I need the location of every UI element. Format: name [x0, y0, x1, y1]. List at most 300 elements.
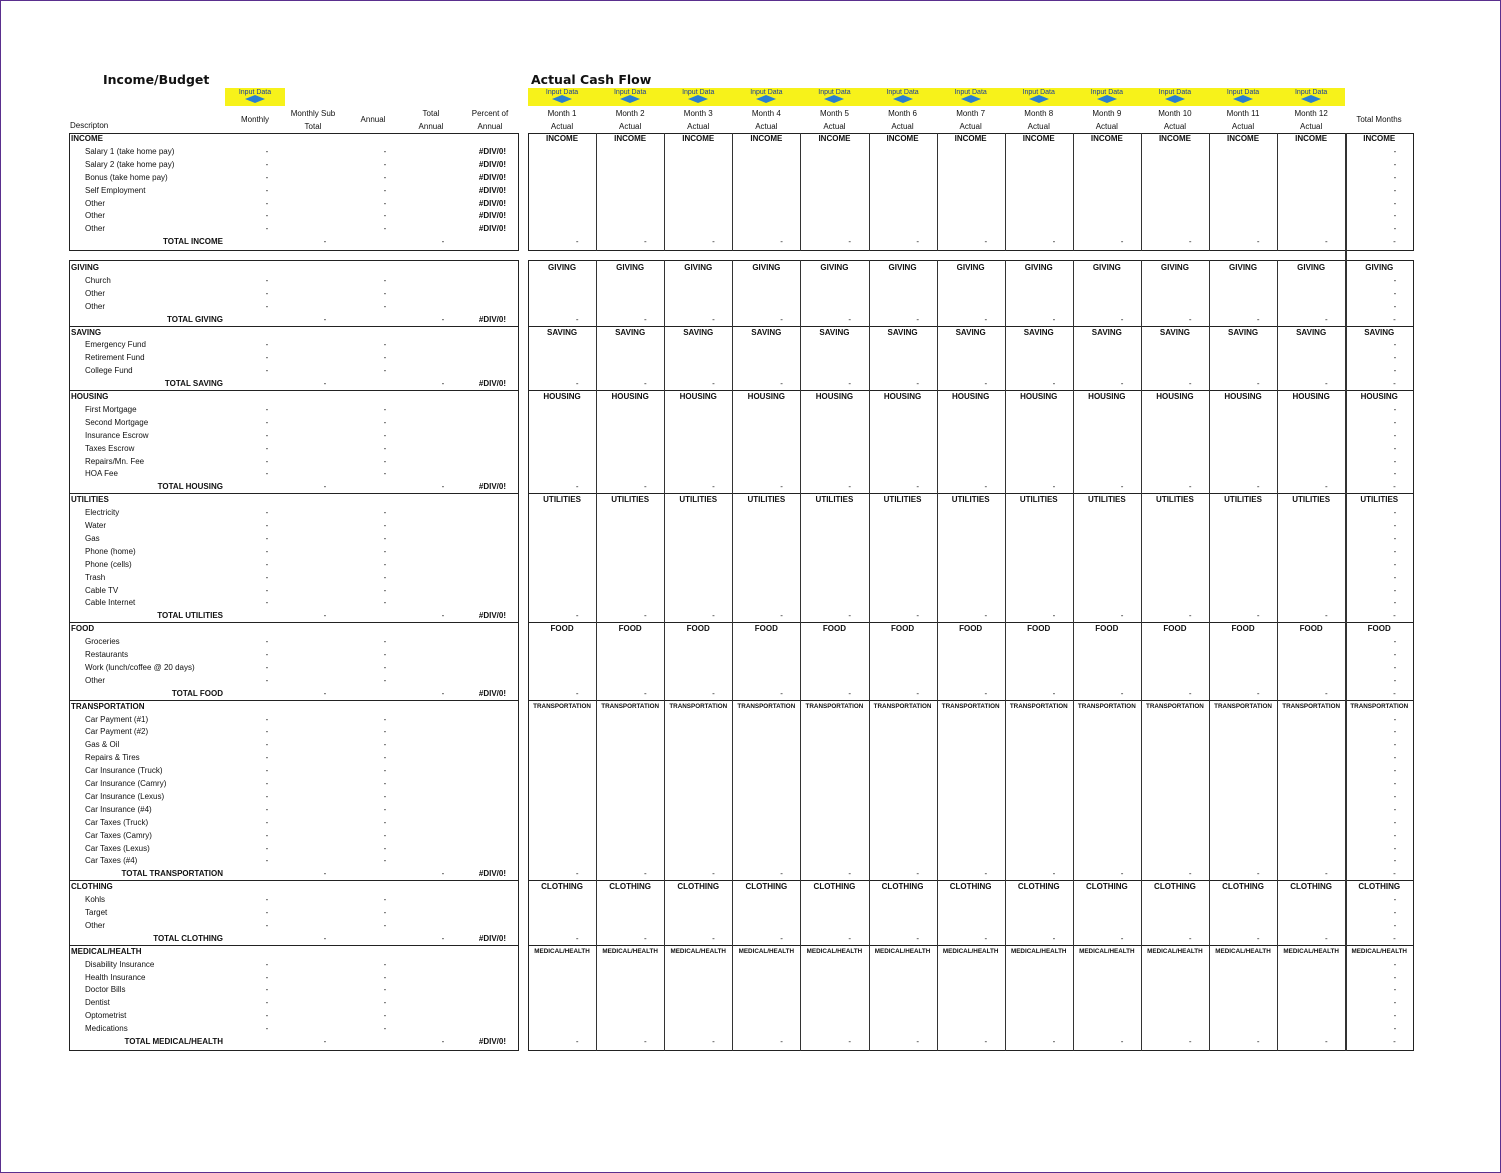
month-total-value[interactable]: - [916, 482, 920, 492]
input-data-badge [1277, 89, 1345, 105]
monthly-value[interactable]: - [265, 817, 269, 827]
month-total-value[interactable]: - [1256, 869, 1260, 879]
line-item: Other [85, 675, 106, 685]
section-title: GIVING [71, 263, 100, 272]
total-months-value: - [1393, 650, 1397, 659]
percent-value: #DIV/0! [478, 159, 506, 169]
month-section-title: INCOME [682, 134, 715, 143]
month-header [596, 108, 664, 133]
annual-value: - [383, 727, 387, 737]
total-annual-value: - [441, 1037, 445, 1046]
month-total-value[interactable]: - [644, 688, 647, 698]
month-section-title: FOOD [1163, 624, 1187, 634]
total-months-value: - [1393, 985, 1397, 995]
line-item: Restaurants [85, 650, 129, 659]
month-section-title: HOUSING [747, 392, 786, 401]
monthly-value[interactable]: - [265, 508, 269, 518]
month-total-value[interactable]: - [1120, 1037, 1124, 1046]
monthly-value[interactable]: - [265, 753, 269, 763]
monthly-value[interactable]: - [265, 443, 269, 453]
month-total-value[interactable]: - [1188, 237, 1192, 247]
month-section-title: CLOTHING [677, 882, 720, 892]
input-data-label: Input Data [1158, 89, 1192, 96]
monthly-value[interactable]: - [265, 469, 269, 479]
monthly-value[interactable]: - [265, 675, 269, 685]
column-line [1005, 260, 1006, 1051]
percent-value: #DIV/0! [478, 224, 506, 234]
month-total-value[interactable]: - [1325, 314, 1328, 324]
monthly-value[interactable]: - [265, 1011, 269, 1021]
line-item: Other [85, 288, 106, 298]
monthly-value[interactable]: - [265, 985, 269, 995]
monthly-value[interactable]: - [265, 662, 269, 672]
line-item: Car Taxes (Lexus) [85, 843, 150, 853]
month-total-value[interactable]: - [575, 379, 579, 389]
month-section-title: TRANSPORTATION [669, 702, 728, 710]
monthly-value[interactable]: - [265, 224, 269, 234]
percent-total-value: #DIV/0! [478, 379, 506, 389]
month-section-title: TRANSPORTATION [1282, 702, 1341, 710]
monthly-value[interactable]: - [265, 198, 269, 208]
month-header-line: Actual [1163, 121, 1187, 131]
monthly-value[interactable]: - [265, 998, 269, 1008]
input-data-badge [732, 89, 800, 105]
monthly-sub-total-value: - [323, 314, 327, 324]
total-annual-value: - [441, 482, 445, 492]
month-total-value[interactable]: - [575, 688, 579, 698]
month-total-value[interactable]: - [712, 933, 715, 943]
annual-value: - [383, 430, 387, 440]
monthly-value[interactable]: - [265, 895, 269, 905]
total-months-value: - [1393, 443, 1397, 453]
annual-value: - [383, 224, 387, 234]
month-section-title: TRANSPORTATION [1009, 702, 1068, 710]
month-header-line: Month 10 [1158, 109, 1192, 118]
month-total-value[interactable]: - [1325, 1037, 1328, 1046]
line-item: College Fund [85, 366, 133, 376]
monthly-value[interactable]: - [265, 972, 269, 982]
month-total-value[interactable]: - [1325, 869, 1328, 879]
monthly-value[interactable]: - [265, 366, 269, 376]
total-months-value: - [1393, 779, 1397, 788]
month-total-value[interactable]: - [1052, 379, 1056, 389]
month-total-value[interactable]: - [780, 314, 783, 324]
month-total-value[interactable]: - [575, 869, 579, 879]
month-section-title: TRANSPORTATION [533, 702, 591, 710]
total-months-value: - [1393, 662, 1397, 672]
month-total-value[interactable]: - [644, 482, 647, 492]
month-header-line: Actual [550, 121, 574, 131]
header-percent-of-annual: Percent of Annual [471, 109, 509, 131]
month-section-title: INCOME [1090, 134, 1123, 143]
right-title: Actual Cash Flow [531, 72, 652, 87]
monthly-value[interactable]: - [265, 830, 269, 840]
month-total-value[interactable]: - [780, 869, 783, 879]
month-section-title: INCOME [614, 134, 647, 143]
total-months-value: - [1393, 533, 1397, 543]
month-total-value[interactable]: - [984, 611, 988, 621]
line-item: Other [85, 920, 106, 930]
monthly-value[interactable]: - [265, 637, 269, 647]
total-months-value: - [1393, 185, 1397, 195]
month-total-value[interactable]: - [1120, 611, 1124, 621]
month-total-value[interactable]: - [848, 379, 851, 389]
month-section-title: CLOTHING [1154, 882, 1196, 892]
month-total-value[interactable]: - [916, 611, 920, 621]
section-total-label: TOTAL TRANSPORTATION [121, 869, 223, 879]
column-line [1209, 133, 1210, 251]
input-data-label: Input Data [238, 89, 272, 96]
annual-value: - [383, 146, 387, 156]
month-total-value[interactable]: - [1256, 933, 1260, 943]
month-total-value[interactable]: - [916, 1037, 920, 1046]
month-total-value[interactable]: - [780, 611, 783, 621]
total-months-value: - [1393, 456, 1397, 466]
line-item: Gas [85, 533, 100, 543]
section-total-label: TOTAL SAVING [164, 379, 223, 389]
month-total-value[interactable]: - [575, 611, 579, 621]
month-total-value[interactable]: - [1256, 482, 1260, 492]
monthly-value[interactable]: - [265, 353, 269, 363]
month-total-value[interactable]: - [1052, 611, 1056, 621]
month-total-value[interactable]: - [916, 869, 920, 879]
line-item: Other [85, 198, 106, 208]
total-annual-value: - [441, 869, 445, 879]
total-annual-value: - [441, 933, 445, 943]
header-monthly: Monthly [240, 115, 269, 124]
header-total-annual: Total Annual [418, 109, 444, 131]
month-total-value[interactable]: - [780, 379, 783, 389]
month-total-value[interactable]: - [1052, 237, 1056, 247]
month-total-value[interactable]: - [1052, 688, 1056, 698]
annual-value: - [383, 353, 387, 363]
month-total-value[interactable]: - [1325, 379, 1328, 389]
month-total-value[interactable]: - [1188, 379, 1192, 389]
monthly-value[interactable]: - [265, 211, 269, 221]
month-total-value[interactable]: - [984, 314, 988, 324]
monthly-value[interactable]: - [265, 740, 269, 750]
month-total-value[interactable]: - [712, 688, 715, 698]
month-total-value[interactable]: - [1188, 869, 1192, 879]
month-total-value[interactable]: - [848, 688, 851, 698]
month-total-value[interactable]: - [984, 237, 988, 247]
month-total-value[interactable]: - [848, 482, 851, 492]
monthly-value[interactable]: - [265, 766, 269, 776]
line-item: Retirement Fund [85, 353, 145, 363]
month-total-value[interactable]: - [780, 237, 783, 247]
monthly-value[interactable]: - [265, 908, 269, 917]
annual-value: - [383, 469, 387, 479]
month-total-value[interactable]: - [712, 314, 715, 324]
line-item: Insurance Escrow [85, 430, 149, 440]
monthly-sub-total-value: - [323, 379, 327, 389]
annual-value: - [383, 675, 387, 685]
month-total-value[interactable]: - [984, 933, 988, 943]
month-total-value[interactable]: - [984, 869, 988, 879]
total-months-value: - [1393, 159, 1397, 169]
month-total-value: - [1393, 933, 1396, 943]
month-total-value[interactable]: - [575, 933, 579, 943]
monthly-value[interactable]: - [265, 959, 269, 969]
monthly-value[interactable]: - [265, 598, 269, 608]
monthly-value[interactable]: - [265, 546, 269, 556]
month-total-value[interactable]: - [1325, 611, 1328, 621]
month-total-value[interactable]: - [712, 1037, 715, 1046]
month-total-value[interactable]: - [1052, 1037, 1056, 1046]
month-total-value[interactable]: - [644, 379, 647, 389]
month-total-value[interactable]: - [712, 869, 715, 879]
month-total-value[interactable]: - [644, 869, 647, 879]
month-total-value[interactable]: - [1120, 314, 1124, 324]
month-total-value[interactable]: - [1120, 379, 1124, 389]
monthly-value[interactable]: - [265, 559, 269, 569]
section-total-label: TOTAL CLOTHING [153, 933, 223, 943]
month-section-title: FOOD [1095, 624, 1119, 634]
annual-value: - [383, 198, 387, 208]
monthly-value[interactable]: - [265, 791, 269, 801]
monthly-value[interactable]: - [265, 185, 269, 195]
total-months-value: - [1393, 753, 1397, 763]
month-total-value[interactable]: - [780, 933, 783, 943]
month-section-title: SAVING [615, 327, 646, 337]
monthly-value[interactable]: - [265, 430, 269, 440]
month-total-value[interactable]: - [1120, 237, 1124, 247]
month-total-value[interactable]: - [1256, 379, 1260, 389]
month-section-title: MEDICAL/HEALTH [1010, 947, 1067, 955]
monthly-value[interactable]: - [265, 856, 269, 866]
month-total-value[interactable]: - [644, 933, 647, 943]
monthly-value[interactable]: - [265, 779, 269, 788]
month-total-value[interactable]: - [1052, 933, 1056, 943]
annual-value: - [383, 959, 387, 969]
month-total-value[interactable]: - [575, 237, 579, 247]
month-total-value[interactable]: - [712, 611, 715, 621]
total-annual-value: - [441, 611, 445, 621]
monthly-value[interactable]: - [265, 172, 269, 182]
header-total-months: Total Months [1356, 115, 1402, 124]
month-total-value[interactable]: - [644, 611, 647, 621]
monthly-value[interactable]: - [265, 456, 269, 466]
month-section-title: MEDICAL/HEALTH [670, 947, 726, 955]
month-header-line: Month 5 [819, 109, 849, 118]
monthly-value[interactable]: - [265, 804, 269, 814]
monthly-value[interactable]: - [265, 533, 269, 543]
month-section-title: MEDICAL/HEALTH [806, 947, 863, 955]
month-total-value[interactable]: - [1325, 482, 1328, 492]
month-section-title: HOUSING [1292, 392, 1330, 401]
section-total-label: TOTAL HOUSING [157, 482, 223, 492]
month-section-title: HOUSING [883, 392, 922, 401]
month-total-value[interactable]: - [780, 1037, 783, 1046]
month-total-value[interactable]: - [644, 237, 647, 247]
month-total-value[interactable]: - [1120, 933, 1124, 943]
month-total-value: - [1393, 688, 1396, 698]
month-header [1277, 108, 1345, 133]
month-total-value[interactable]: - [1256, 237, 1260, 247]
monthly-value[interactable]: - [265, 1024, 269, 1034]
month-total-value[interactable]: - [984, 1037, 988, 1046]
month-total-value[interactable]: - [1120, 482, 1124, 492]
month-section-title: TRANSPORTATION [1146, 702, 1204, 710]
month-total-value[interactable]: - [780, 688, 783, 698]
month-total-value[interactable]: - [848, 869, 851, 879]
line-item: Phone (cells) [85, 559, 132, 569]
monthly-value[interactable]: - [265, 650, 269, 659]
total-months-value: - [1393, 791, 1397, 801]
monthly-value[interactable]: - [265, 340, 269, 350]
total-months-value: - [1393, 275, 1397, 285]
month-total-value[interactable]: - [984, 379, 988, 389]
line-item: HOA Fee [85, 469, 118, 479]
month-section-title: UTILITIES [815, 495, 854, 505]
annual-value: - [383, 301, 387, 311]
line-item: Gas & Oil [85, 740, 120, 750]
month-total-value[interactable]: - [1325, 237, 1328, 247]
annual-value: - [383, 598, 387, 608]
month-section-title: SAVING [1364, 327, 1395, 337]
month-total-value[interactable]: - [1256, 688, 1260, 698]
line-item: Cable Internet [85, 598, 136, 608]
monthly-value[interactable]: - [265, 275, 269, 285]
month-header-line: Month 2 [615, 109, 645, 118]
month-total-value[interactable]: - [848, 237, 851, 247]
month-header-line: Actual [1027, 121, 1050, 131]
month-header-line: Month 3 [683, 109, 713, 118]
month-total-value[interactable]: - [916, 379, 920, 389]
month-total-value[interactable]: - [1325, 933, 1328, 943]
annual-value: - [383, 340, 387, 350]
input-data-label: Input Data [954, 89, 987, 96]
month-total-value[interactable]: - [916, 314, 920, 324]
percent-value: #DIV/0! [478, 211, 506, 221]
month-total-value[interactable]: - [712, 379, 715, 389]
section-divider [69, 326, 519, 327]
total-annual-value: - [441, 314, 445, 324]
month-total-value[interactable]: - [984, 688, 988, 698]
income-box [69, 133, 519, 251]
annual-value: - [383, 972, 387, 982]
monthly-value[interactable]: - [265, 843, 269, 853]
section-title: SAVING [71, 327, 102, 337]
month-total-value[interactable]: - [1120, 869, 1124, 879]
month-total-value[interactable]: - [780, 482, 783, 492]
monthly-value[interactable]: - [265, 521, 269, 530]
month-total-value[interactable]: - [1120, 688, 1124, 698]
month-total-value[interactable]: - [916, 688, 920, 698]
month-header-line: Actual [1095, 121, 1118, 131]
month-total-value[interactable]: - [848, 1037, 851, 1046]
month-section-title: SAVING [547, 327, 578, 337]
total-months-value: - [1393, 714, 1397, 724]
month-total-value[interactable]: - [1188, 688, 1192, 698]
column-line [596, 133, 597, 251]
month-total-value[interactable]: - [712, 237, 715, 247]
month-header-line: Month 12 [1294, 109, 1328, 118]
month-total-value[interactable]: - [1188, 933, 1192, 943]
monthly-value[interactable]: - [265, 301, 269, 311]
month-section-title: HOUSING [679, 392, 717, 401]
month-header-line: Actual [755, 121, 778, 131]
cash-section-divider [528, 326, 1414, 327]
total-months-value: - [1393, 572, 1397, 582]
month-total-value[interactable]: - [1188, 1037, 1192, 1046]
month-header [937, 108, 1005, 133]
month-header-line: Month 11 [1226, 109, 1260, 118]
input-data-badge [528, 89, 596, 105]
section-title: UTILITIES [71, 495, 109, 505]
month-total-value[interactable]: - [916, 933, 920, 943]
input-data-badge [1209, 89, 1277, 105]
month-total-value[interactable]: - [916, 237, 920, 247]
month-total-value[interactable]: - [1256, 314, 1260, 324]
percent-total-value: #DIV/0! [478, 688, 506, 698]
monthly-value[interactable]: - [265, 404, 269, 414]
line-item: Other [85, 224, 106, 234]
month-total-value[interactable]: - [848, 611, 851, 621]
monthly-value[interactable]: - [265, 288, 269, 298]
month-total-value[interactable]: - [1188, 611, 1192, 621]
month-total-value[interactable]: - [1325, 688, 1328, 698]
month-total-value[interactable]: - [1052, 314, 1056, 324]
month-total-value[interactable]: - [575, 1037, 579, 1046]
month-total-value[interactable]: - [1188, 482, 1192, 492]
monthly-value[interactable]: - [265, 159, 269, 169]
month-section-title: INCOME [818, 134, 851, 143]
month-total-value[interactable]: - [1188, 314, 1192, 324]
month-section-title: INCOME [1295, 134, 1328, 143]
month-total-value[interactable]: - [1256, 611, 1260, 621]
annual-value: - [383, 662, 387, 672]
total-months-value: - [1393, 598, 1397, 608]
month-total-value[interactable]: - [1052, 482, 1056, 492]
monthly-value[interactable]: - [265, 146, 269, 156]
month-total-value[interactable]: - [848, 314, 851, 324]
month-section-title: CLOTHING [1358, 882, 1401, 892]
monthly-value[interactable]: - [265, 920, 269, 930]
month-section-title: GIVING [1092, 263, 1121, 272]
column-line [1345, 260, 1347, 1051]
left-title: Income/Budget [103, 72, 210, 87]
month-total-value[interactable]: - [575, 482, 579, 492]
total-months-value: - [1393, 366, 1397, 376]
annual-value: - [383, 572, 387, 582]
month-section-title: FOOD [822, 624, 846, 634]
line-item: Work (lunch/coffee @ 20 days) [85, 662, 195, 672]
month-total-value[interactable]: - [644, 314, 647, 324]
monthly-value[interactable]: - [265, 572, 269, 582]
column-line [732, 133, 733, 251]
month-header-line: Month 4 [751, 109, 781, 118]
month-header [869, 108, 937, 133]
month-total-value[interactable]: - [1052, 869, 1056, 879]
month-total-value[interactable]: - [848, 933, 851, 943]
monthly-value[interactable]: - [265, 727, 269, 737]
monthly-value[interactable]: - [265, 714, 269, 724]
month-section-title: GIVING [684, 263, 713, 272]
input-data-label: Input Data [818, 89, 851, 96]
month-total-value[interactable]: - [984, 482, 988, 492]
total-months-value: - [1393, 998, 1397, 1008]
month-total-value[interactable]: - [644, 1037, 647, 1046]
month-total-value[interactable]: - [712, 482, 715, 492]
cash-section-divider [528, 700, 1414, 701]
month-total-value[interactable]: - [1256, 1037, 1260, 1046]
column-line [1209, 260, 1210, 1051]
monthly-value[interactable]: - [265, 417, 269, 427]
month-header [1141, 108, 1209, 133]
month-total-value[interactable]: - [575, 314, 579, 324]
monthly-value[interactable]: - [265, 585, 269, 595]
